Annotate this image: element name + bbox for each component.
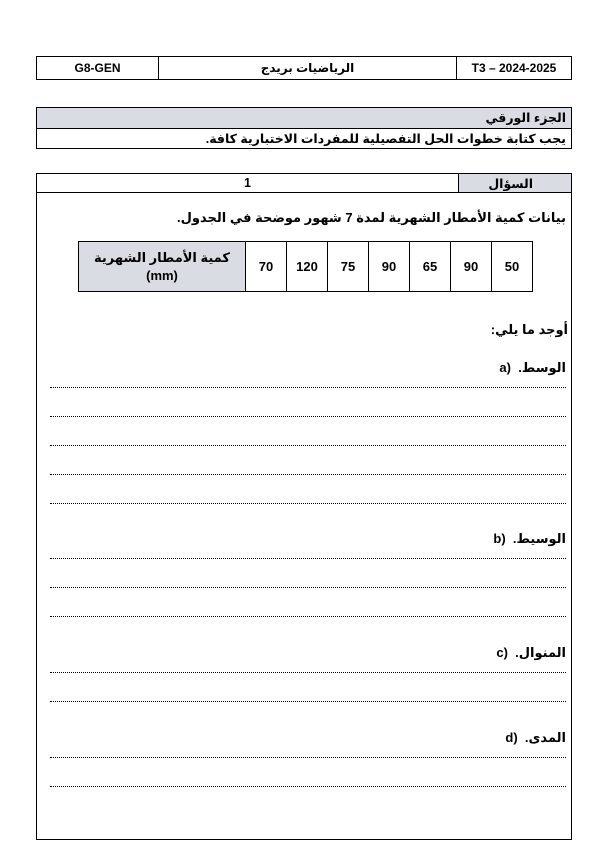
part-c-letter: c [496,645,504,660]
part-d-text: المدى. [524,730,566,745]
answer-line [50,445,566,446]
part-d-letter: d [505,730,514,745]
answer-line [50,558,566,559]
table-label-cell [79,242,246,292]
answer-line [50,387,566,388]
section-instruction: يجب كتابة خطوات الحل التفصيلية للمفردات الاختبارية كافة. [205,132,566,146]
answer-line [50,757,566,758]
answer-line [50,503,566,504]
question-number: 1 [37,174,459,192]
table-value: 65 [410,242,451,292]
part-b-letter: b [493,531,502,546]
part-a-letter: a [499,360,507,375]
answer-line [50,701,566,702]
section-box [36,107,572,149]
header-bar [36,56,572,80]
answer-line [50,616,566,617]
table-value: 70 [246,242,287,292]
part-a: الوسط. (a [499,360,566,375]
question-label: السؤال [459,174,571,192]
section-title: الجزء الورقي [37,108,571,129]
table-label-line1: كمية الأمطار الشهرية [94,249,230,265]
answer-line [50,587,566,588]
question-header [36,173,572,193]
rainfall-table [78,241,533,292]
part-b: الوسيط. (b [493,531,566,546]
answer-line [50,672,566,673]
term-cell: T3 – 2024-2025 [471,61,557,75]
table-value: 50 [492,242,533,292]
table-value: 90 [451,242,492,292]
grade-cell: G8-GEN [37,57,159,79]
part-c: المنوال. (c [496,645,566,660]
answer-line [50,786,566,787]
part-b-text: الوسيط. [512,531,566,546]
question-prompt: بيانات كمية الأمطار الشهرية لمدة 7 شهور موضحة في الجدول. [177,210,566,225]
find-intro: أوجد ما يلي: [490,322,568,337]
table-value: 75 [328,242,369,292]
part-d: المدى. (d [505,730,566,745]
answer-line [50,474,566,475]
part-c-text: المنوال. [515,645,566,660]
table-value: 120 [287,242,328,292]
table-value: 90 [369,242,410,292]
part-a-text: الوسط. [518,360,566,375]
table-label-unit: (mm) [146,267,178,283]
answer-line [50,416,566,417]
subject-cell: الرياضيات بريدج [159,57,457,79]
